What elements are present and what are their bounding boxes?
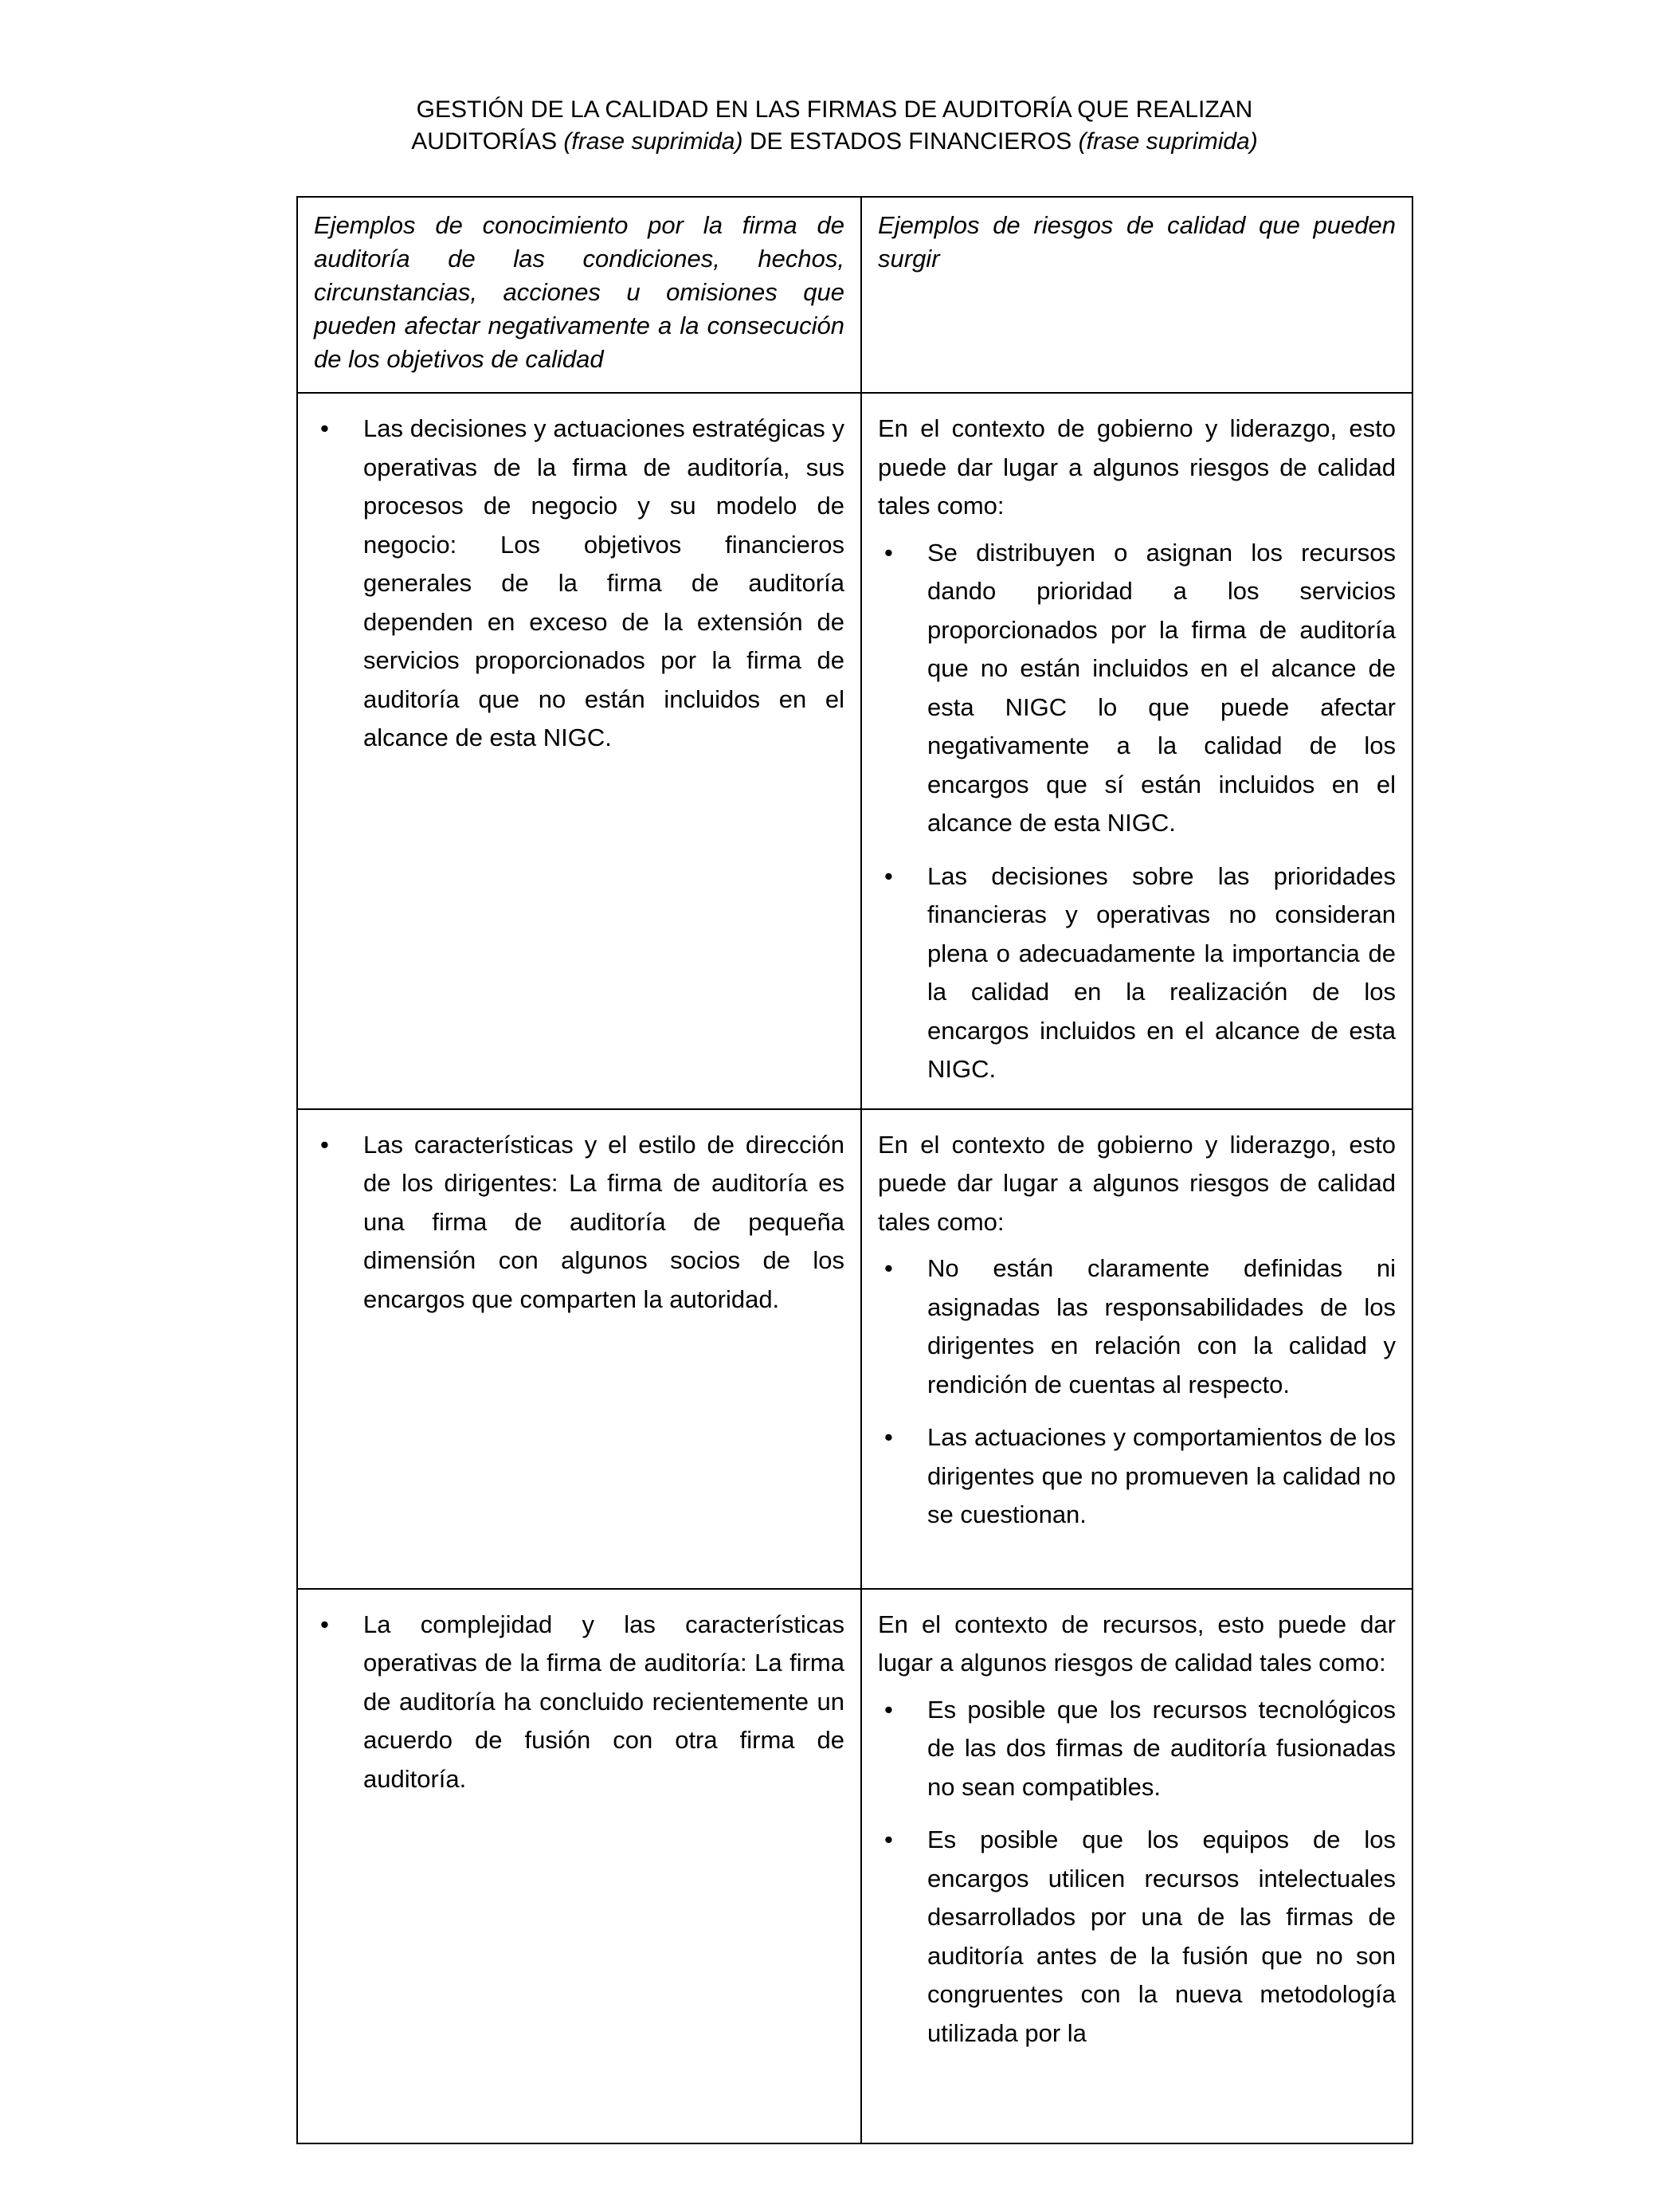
risk-item (878, 1418, 1396, 1535)
risks-intro: En el contexto de gobierno y liderazgo, esto puede dar lugar a algunos riesgos de calidad tales como: (878, 1130, 1396, 1236)
table-row (297, 393, 1412, 1109)
condition-text: Las características y el estilo de dirección de los dirigentes: La firma de auditoría es una firma de auditoría de pequeña dimensión con algunos socios de los encargos que comparten la autoridad. (363, 1130, 844, 1313)
risk-text: Las decisiones sobre las prioridades financieras y operativas no consideran plena o adecuadamente la importancia de la calidad en la realización de los encargos incluidos en el alcance de esta NIGC. (927, 861, 1396, 1083)
risk-item (878, 534, 1396, 843)
header-line-2 (0, 126, 1669, 158)
quality-risks-table (296, 196, 1413, 2144)
header-line-2-italic-1: (frase suprimida) (563, 128, 743, 155)
condition-text: La complejidad y las características operativas de la firma de auditoría: La firma de auditoría ha concluido recientemente un acuerdo de fusión con otra firma de auditoría. (363, 1610, 844, 1793)
header-line-2-part-2: DE ESTADOS FINANCIEROS (742, 128, 1079, 155)
risk-list (878, 1691, 1396, 2053)
condition-cell (297, 393, 861, 1109)
risks-intro: En el contexto de gobierno y liderazgo, esto puede dar lugar a algunos riesgos de calidad tales como: (878, 414, 1396, 520)
risks-cell (861, 1109, 1412, 1589)
column-header-risks: Ejemplos de riesgos de calidad que pueden surgir (861, 197, 1412, 393)
condition-item (314, 1606, 844, 1799)
risk-text: Las actuaciones y comportamientos de los dirigentes que no promueven la calidad no se cuestionan. (927, 1423, 1396, 1528)
column-header-conditions: Ejemplos de conocimiento por la firma de auditoría de las condiciones, hechos, circunstancias, acciones u omisiones que pueden afectar negativamente a la consecución de los objetivos de calidad (297, 197, 861, 393)
risk-item (878, 857, 1396, 1089)
table-row (297, 1109, 1412, 1589)
condition-text: Las decisiones y actuaciones estratégicas y operativas de la firma de auditoría, sus procesos de negocio y su modelo de negocio: Los objetivos financieros generales de la firma de auditoría dependen en exceso de la extensión de servicios proporcionados por la firma de auditoría que no están incluidos en el alcance de esta NIGC. (363, 414, 844, 751)
risk-item (878, 1821, 1396, 2053)
risks-intro: En el contexto de recursos, esto puede dar lugar a algunos riesgos de calidad tales como: (878, 1610, 1396, 1677)
bullet-icon: • (320, 1610, 329, 1638)
header-line-2-italic-2: (frase suprimida) (1078, 128, 1258, 155)
bullet-icon: • (884, 1826, 893, 1853)
bullet-icon: • (884, 1695, 893, 1724)
risks-cell (861, 393, 1412, 1109)
risk-list (878, 1249, 1396, 1535)
page-header (0, 94, 1669, 158)
table-header-row (297, 197, 1412, 393)
condition-item (314, 410, 844, 758)
bullet-icon: • (884, 538, 893, 567)
condition-cell (297, 1589, 861, 2143)
risk-item (878, 1691, 1396, 1807)
bullet-icon: • (320, 1130, 329, 1159)
table-row (297, 1589, 1412, 2143)
risks-cell (861, 1589, 1412, 2143)
bullet-icon: • (884, 1254, 893, 1282)
condition-cell (297, 1109, 861, 1589)
bullet-icon: • (884, 1423, 893, 1451)
condition-item (314, 1126, 844, 1320)
bullet-icon: • (884, 861, 893, 890)
risk-text: Es posible que los recursos tecnológicos de las dos firmas de auditoría fusionadas no sean compatibles. (927, 1695, 1396, 1801)
risk-list (878, 534, 1396, 1089)
header-line-1: GESTIÓN DE LA CALIDAD EN LAS FIRMAS DE AUDITORÍA QUE REALIZAN (416, 96, 1253, 123)
header-line-2-part-1: AUDITORÍAS (411, 128, 564, 155)
bullet-icon: • (320, 414, 329, 442)
risk-text: Es posible que los equipos de los encargos utilicen recursos intelectuales desarrollados por una de las firmas de auditoría antes de la fusión que no son congruentes con la nueva metodología utilizada por la (927, 1826, 1396, 2047)
risk-text: Se distribuyen o asignan los recursos dando prioridad a los servicios proporcionados por la firma de auditoría que no están incluidos en el alcance de esta NIGC lo que puede afectar negativamente a la calidad de los encargos que sí están incluidos en el alcance de esta NIGC. (927, 538, 1396, 837)
risk-item (878, 1249, 1396, 1404)
risk-text: No están claramente definidas ni asignadas las responsabilidades de los dirigentes en relación con la calidad y rendición de cuentas al respecto. (927, 1254, 1396, 1398)
